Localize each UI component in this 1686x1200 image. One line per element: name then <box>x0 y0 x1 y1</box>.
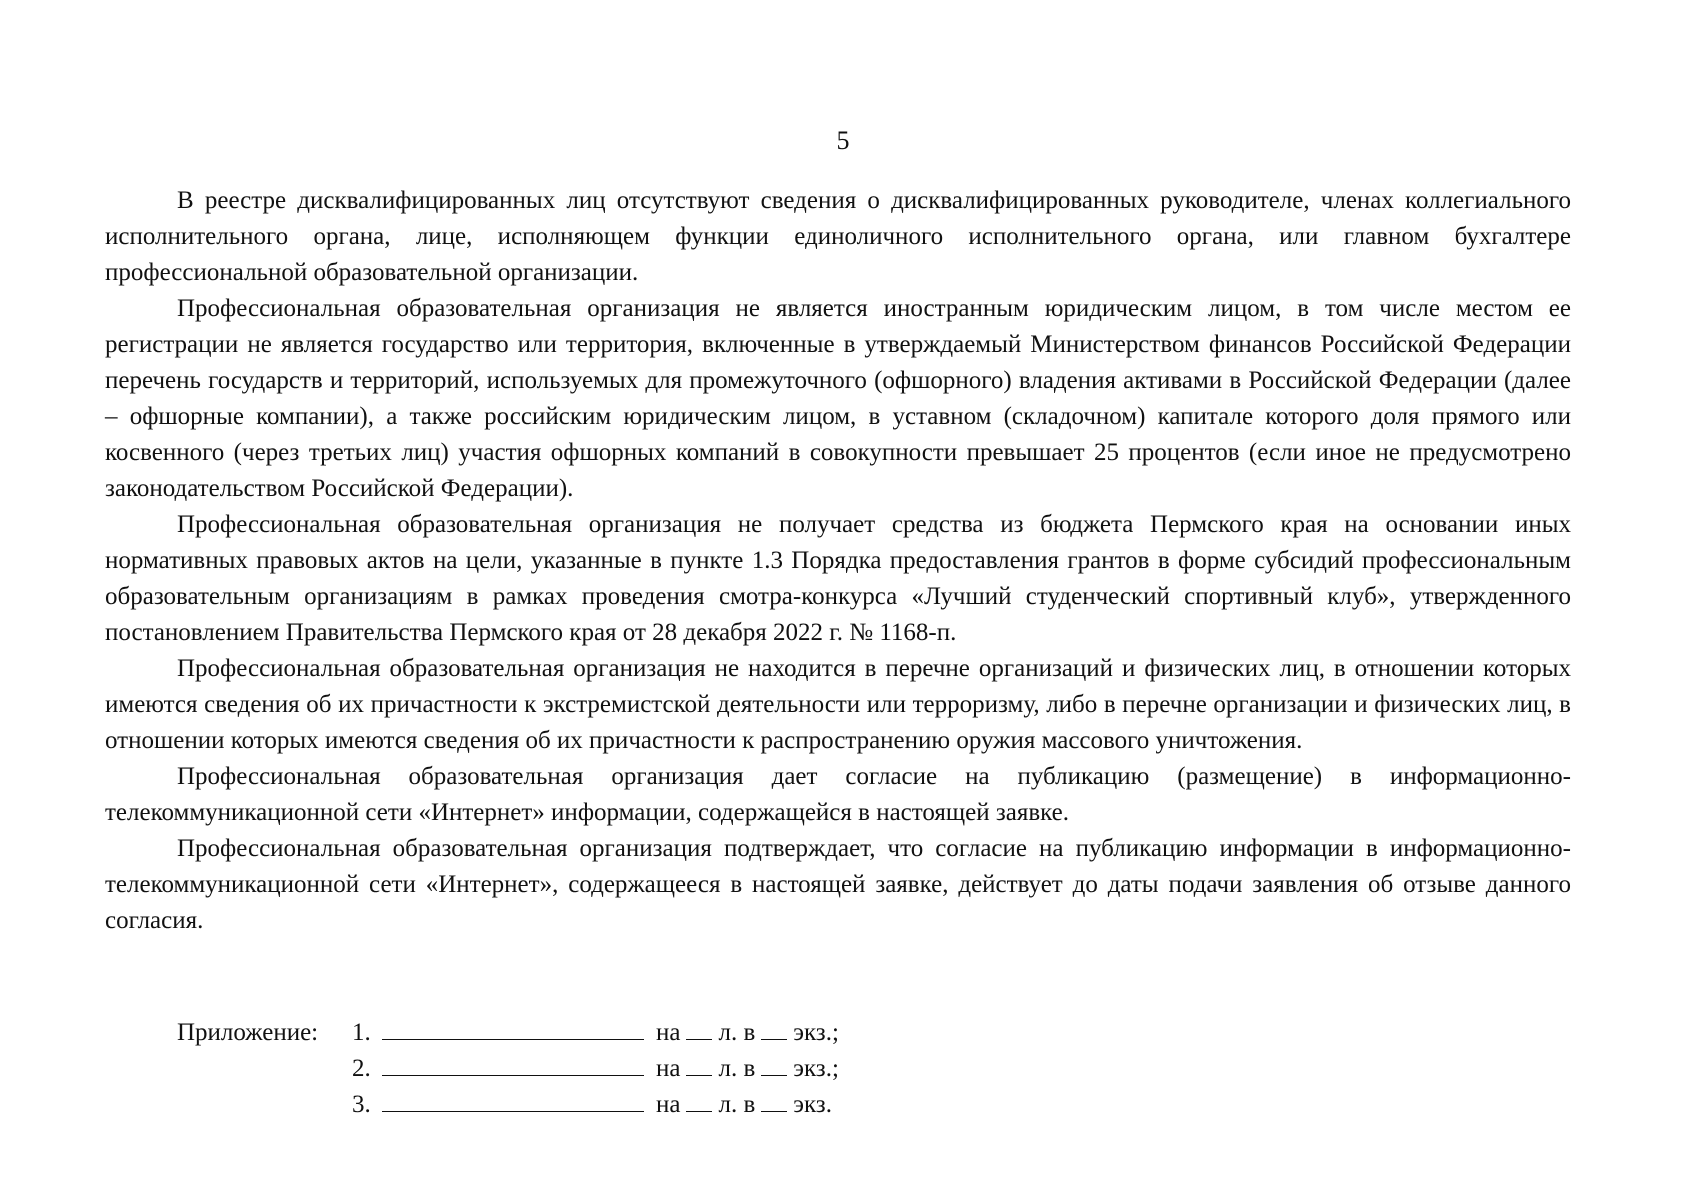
appendix-item-number: 3. <box>352 1091 371 1118</box>
page-number: 5 <box>836 126 850 155</box>
appendix-item <box>177 1015 839 1051</box>
appendix-copies-text: экз.; <box>793 1019 839 1046</box>
appendix-title-blank <box>382 1053 644 1076</box>
appendix-sheets-text: л. в <box>718 1091 756 1118</box>
appendix-na-text: на <box>656 1091 681 1118</box>
paragraph-no-budget-funds: Профессиональная образовательная организация не получает средства из бюджета Пермского края на основании иных нормативных правовых актов на цели, указанные в пункте 1.3 Порядка предоставления грантов в форме субсидий профессиональным образовательным организациям в рамках проведения смотра-конкурса «Лучший студенческий спортивный клуб», утвержденного постановлением Правительства Пермского края от 28 декабря 2022 г. № 1168-п. <box>105 511 1571 646</box>
appendix-pages-blank <box>686 1017 712 1040</box>
paragraph-not-in-extremist-list: Профессиональная образовательная организация не находится в перечне организаций и физических лиц, в отношении которых имеются сведения об их причастности к экстремистской деятельности или терроризму, либо в перечне организации и физических лиц, в отношении которых имеются сведения об их причастности к распространению оружия массового уничтожения. <box>105 655 1571 754</box>
appendix-title-blank <box>382 1017 644 1040</box>
appendix-copies-blank <box>761 1017 787 1040</box>
appendix-na-text: на <box>656 1019 681 1046</box>
appendix-label: Приложение: <box>177 1019 319 1046</box>
paragraph-not-foreign-entity: Профессиональная образовательная организация не является иностранным юридическим лицом, в том числе местом ее регистрации не является государство или территория, включенные в утверждаемый Министерством финансов Российской Федерации перечень государств и территорий, используемых для промежуточного (офшорного) владения активами в Российской Федерации (далее – офшорные компании), а также российским юридическим лицом, в уставном (складочном) капитале которого доля прямого или косвенного (через третьих лиц) участия офшорных компаний в совокупности превышает 25 процентов (если иное не предусмотрено законодательством Российской Федерации). <box>105 295 1571 502</box>
appendix-item-number: 1. <box>352 1019 371 1046</box>
appendix-pages-blank <box>686 1089 712 1112</box>
appendix-item <box>177 1051 839 1087</box>
paragraph-publication-consent: Профессиональная образовательная организация дает согласие на публикацию (размещение) в информационно-телекоммуникационной сети «Интернет» информации, содержащейся в настоящей заявке. <box>105 763 1571 826</box>
appendix-pages-blank <box>686 1053 712 1076</box>
appendix-copies-text: экз. <box>793 1091 832 1118</box>
appendix-copies-blank <box>761 1053 787 1076</box>
paragraph-consent-validity: Профессиональная образовательная организация подтверждает, что согласие на публикацию информации в информационно-телекоммуникационной сети «Интернет», содержащееся в настоящей заявке, действует до даты подачи заявления об отзыве данного согласия. <box>105 835 1571 934</box>
appendix-sheets-text: л. в <box>718 1019 756 1046</box>
appendix-list <box>177 1015 839 1123</box>
appendix-copies-blank <box>761 1089 787 1112</box>
appendix-item <box>177 1087 839 1123</box>
appendix-copies-text: экз.; <box>793 1055 839 1082</box>
paragraph-disqualified-registry: В реестре дисквалифицированных лиц отсутствуют сведения о дисквалифицированных руководителе, членах коллегиального исполнительного органа, лице, исполняющем функции единоличного исполнительного органа, или главном бухгалтере профессиональной образовательной организации. <box>105 187 1571 286</box>
appendix-title-blank <box>382 1089 644 1112</box>
document-body <box>105 183 1571 939</box>
appendix-na-text: на <box>656 1055 681 1082</box>
appendix-sheets-text: л. в <box>718 1055 756 1082</box>
appendix-item-number: 2. <box>352 1055 371 1082</box>
